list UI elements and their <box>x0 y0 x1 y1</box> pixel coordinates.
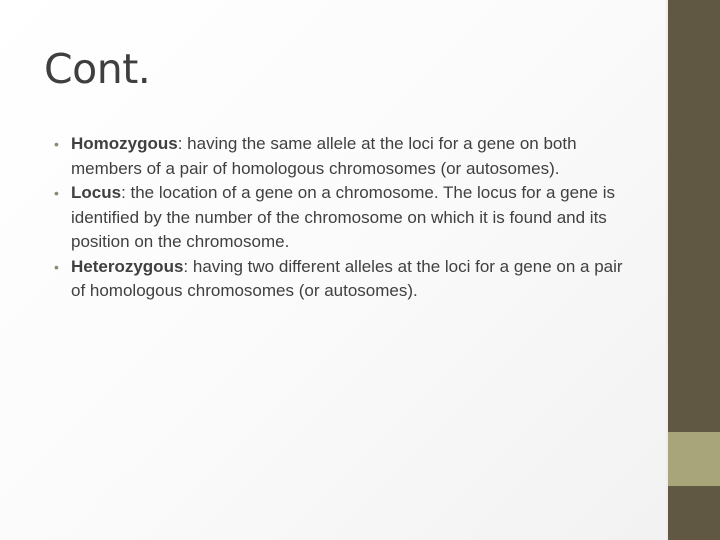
term-homozygous: Homozygous <box>71 134 178 153</box>
definition-heterozygous: : having two different alleles at the loci for a gene on a pair of homologous chromosomes (or autosomes). <box>71 256 623 300</box>
bullet-item-homozygous <box>54 132 636 181</box>
definition-homozygous: : having the same allele at the loci for a gene on both members of a pair of homologous chromosomes (or autosomes). <box>71 134 577 178</box>
bullet-item-heterozygous <box>54 255 636 304</box>
bullet-list <box>54 132 636 304</box>
definition-locus: : the location of a gene on a chromosome. The locus for a gene is identified by the number of the chromosome on which it is found and its position on the chromosome. <box>71 183 615 251</box>
bullet-dot-icon: • <box>54 185 59 201</box>
bullet-item-locus <box>54 181 636 255</box>
bullet-dot-icon: • <box>54 136 59 152</box>
slide-title: Cont. <box>44 45 151 93</box>
bullet-dot-icon: • <box>54 258 59 275</box>
term-locus: Locus <box>71 183 122 202</box>
term-heterozygous: Heterozygous <box>71 256 184 276</box>
sidebar-accent-block <box>668 432 720 486</box>
